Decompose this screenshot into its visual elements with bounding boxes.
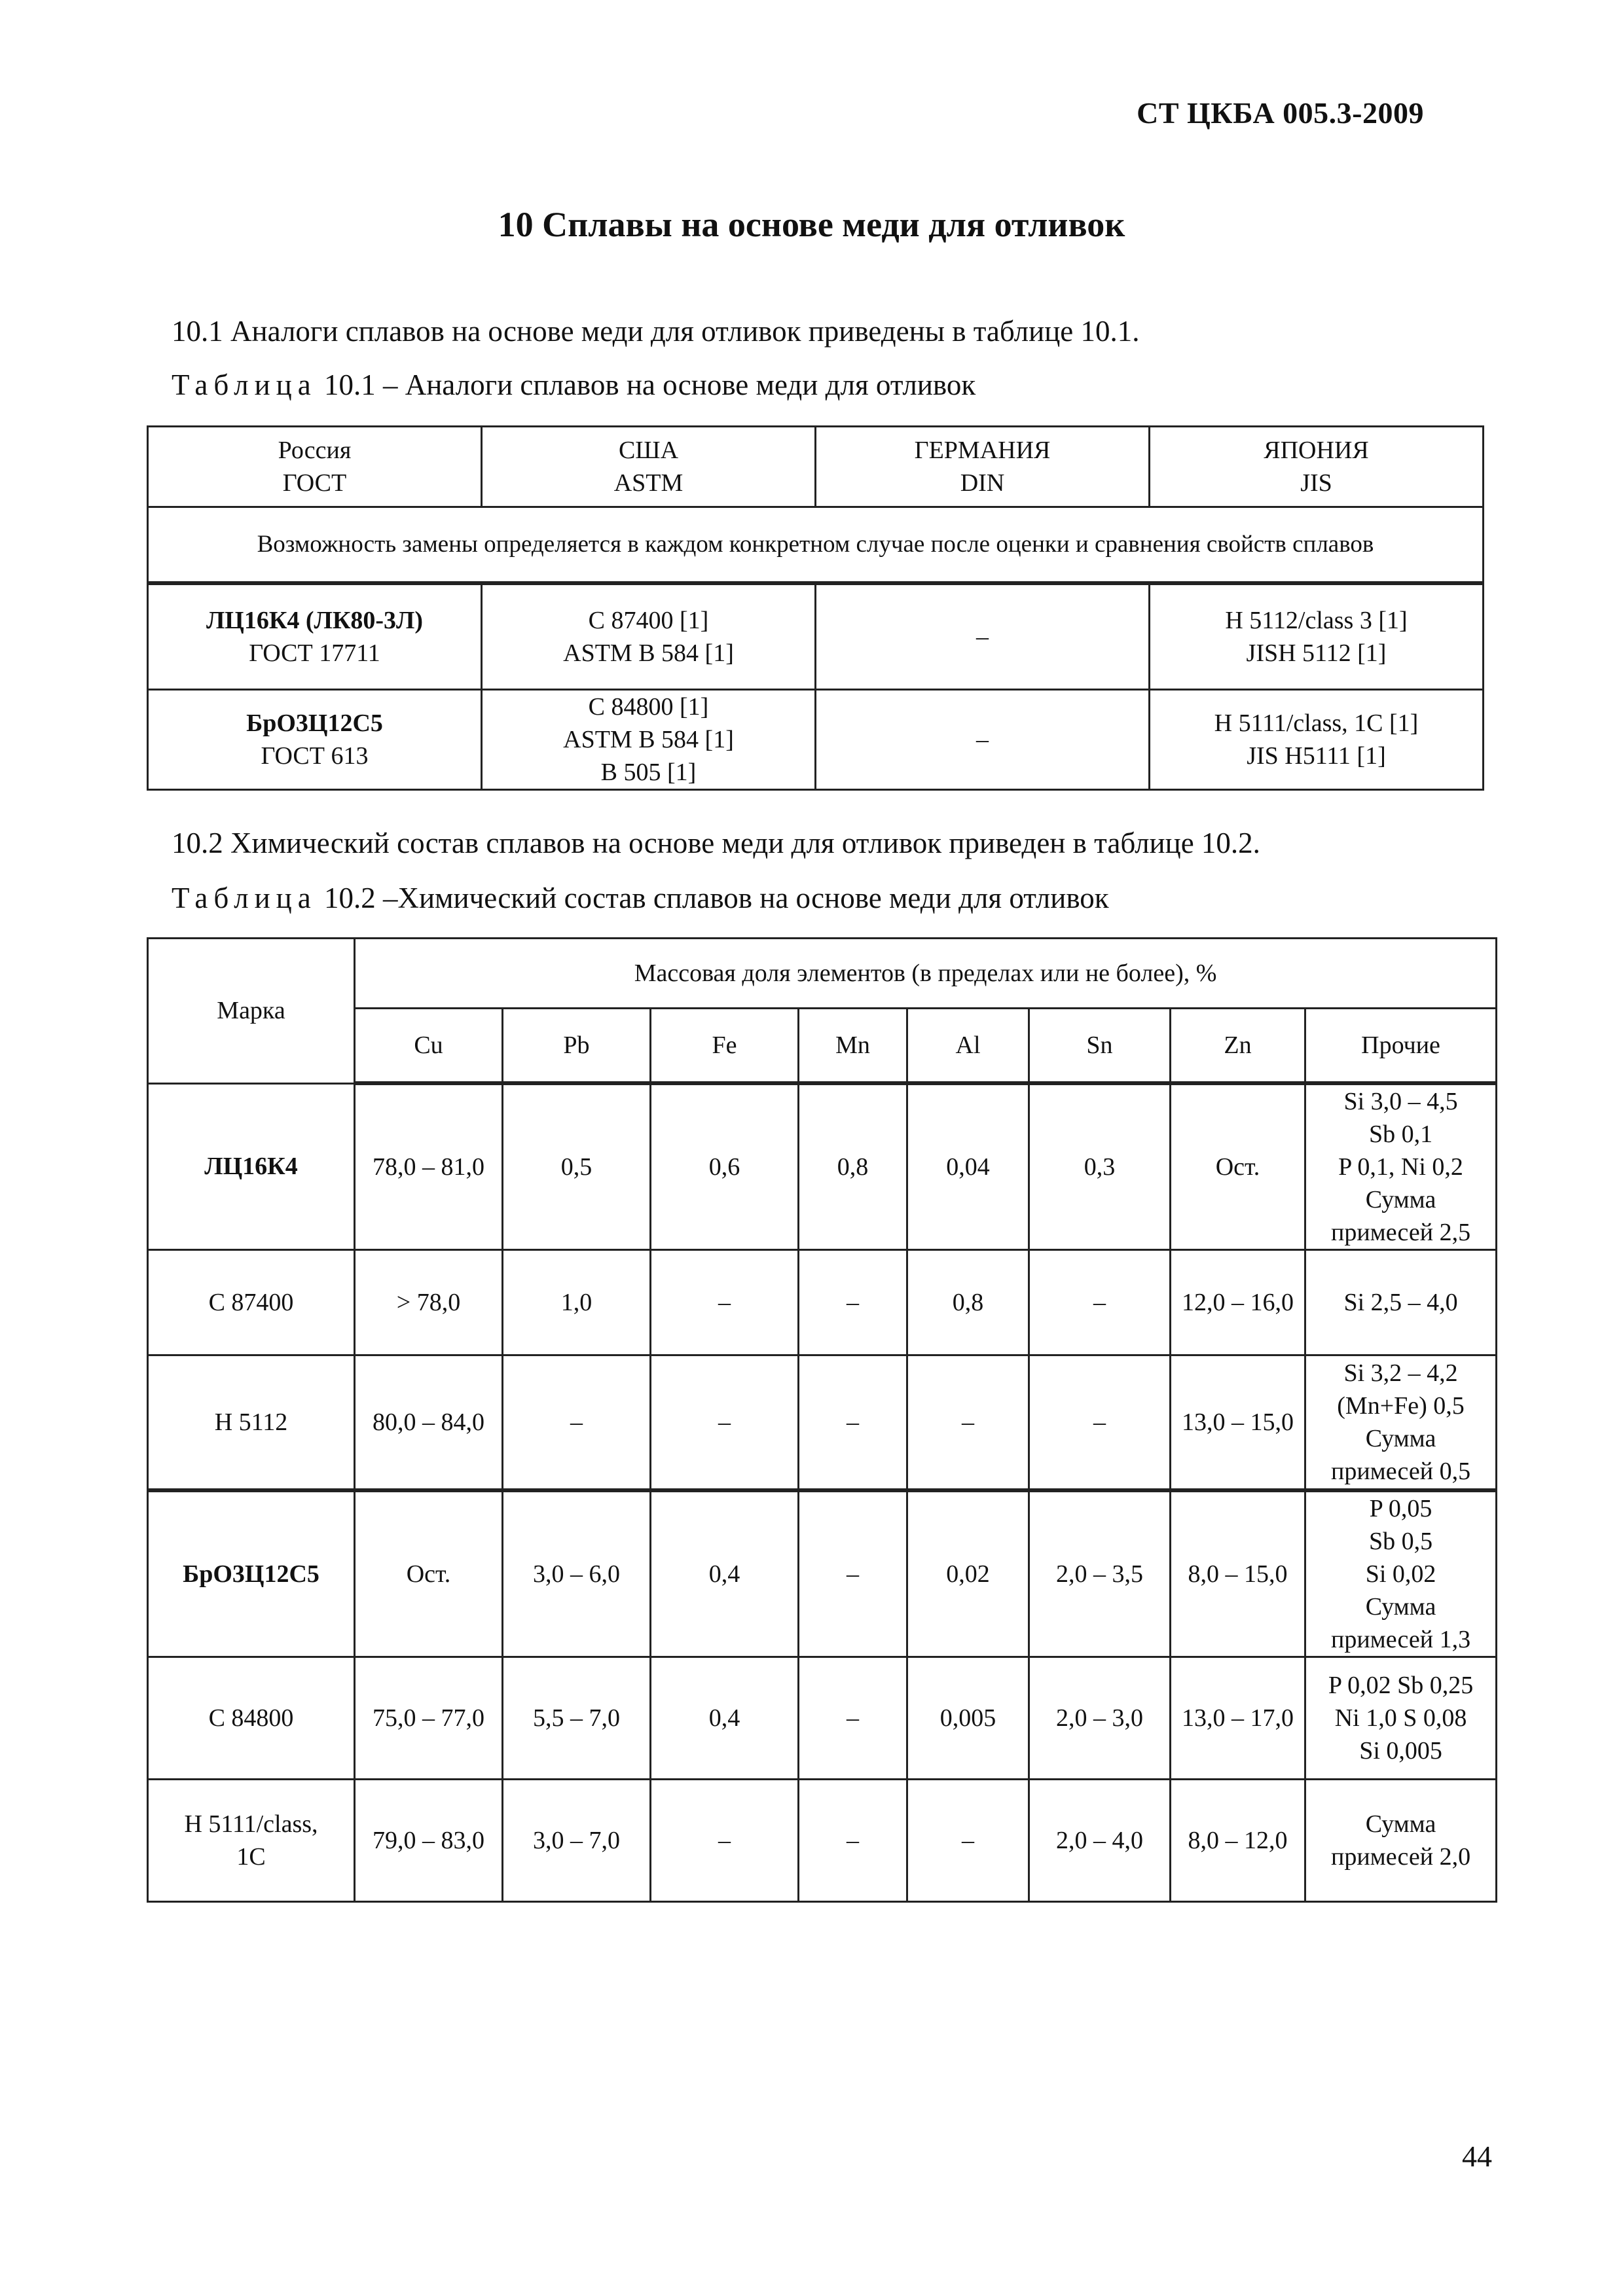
grade-name: БрО3Ц12С5 xyxy=(246,709,383,737)
cell-line: Sb 0,5 xyxy=(1368,1528,1433,1555)
mass-fraction-header: Массовая доля элементов (в пределах или не более), % xyxy=(355,939,1497,1009)
cell-zn: 8,0 – 15,0 xyxy=(1171,1490,1305,1657)
cell-other xyxy=(1305,1780,1497,1902)
cell-line: Сумма xyxy=(1365,1425,1436,1452)
table-row xyxy=(148,1657,1497,1780)
header-russia xyxy=(148,427,482,507)
cell-other xyxy=(1305,1355,1497,1491)
cell-al: – xyxy=(907,1780,1029,1902)
usa-cell xyxy=(482,690,816,790)
header-line: ГОСТ xyxy=(282,469,347,497)
cell-fe: – xyxy=(651,1355,799,1491)
header-line: ЯПОНИЯ xyxy=(1264,437,1369,464)
cell-line: Сумма xyxy=(1365,1186,1436,1213)
cell-other xyxy=(1305,1490,1497,1657)
cell-fe: – xyxy=(651,1780,799,1902)
cell-cu: 80,0 – 84,0 xyxy=(355,1355,503,1491)
cell-zn: 12,0 – 16,0 xyxy=(1171,1250,1305,1355)
column-header-sn: Sn xyxy=(1029,1009,1171,1084)
table-10-2-caption xyxy=(172,881,1109,915)
cell-zn: 13,0 – 15,0 xyxy=(1171,1355,1305,1491)
cell-line: Si 0,02 xyxy=(1365,1560,1436,1588)
table-10-1-caption xyxy=(172,368,976,402)
cell-other xyxy=(1305,1083,1497,1250)
cell-line: (Mn+Fe) 0,5 xyxy=(1337,1392,1465,1420)
cell-mn: – xyxy=(799,1490,907,1657)
column-header-cu: Cu xyxy=(355,1009,503,1084)
cell-line: Ni 1,0 S 0,08 xyxy=(1334,1704,1467,1732)
cell-al: 0,8 xyxy=(907,1250,1029,1355)
cell-pb: – xyxy=(503,1355,651,1491)
standard-name: ГОСТ 17711 xyxy=(249,639,380,667)
cell-al: 0,005 xyxy=(907,1657,1029,1780)
cell-line: Сумма xyxy=(1365,1810,1436,1838)
cell-zn: Ост. xyxy=(1171,1083,1305,1250)
cell-sn: 0,3 xyxy=(1029,1083,1171,1250)
table-row xyxy=(148,690,1484,790)
cell-line: примесей 2,0 xyxy=(1331,1843,1471,1871)
cell-sn: 2,0 – 4,0 xyxy=(1029,1780,1171,1902)
header-usa xyxy=(482,427,816,507)
caption-text: 10.1 – Аналоги сплавов на основе меди для отливок xyxy=(323,368,976,401)
grade-cell xyxy=(148,1780,355,1902)
cell-line: B 505 [1] xyxy=(600,759,697,786)
russia-cell xyxy=(148,690,482,790)
grade-cell: H 5112 xyxy=(148,1355,355,1491)
usa-cell xyxy=(482,583,816,690)
cell-mn: – xyxy=(799,1250,907,1355)
table-row xyxy=(148,1083,1497,1250)
header-line: DIN xyxy=(960,469,1005,497)
cell-line: Si 2,5 – 4,0 xyxy=(1343,1289,1458,1316)
cell-line: JISH 5112 [1] xyxy=(1246,639,1387,667)
grade-header: Марка xyxy=(148,939,355,1084)
column-header-fe: Fe xyxy=(651,1009,799,1084)
cell-cu: 75,0 – 77,0 xyxy=(355,1657,503,1780)
cell-line: P 0,1, Ni 0,2 xyxy=(1338,1153,1463,1181)
grade-cell: С 84800 xyxy=(148,1657,355,1780)
table-row xyxy=(148,1250,1497,1355)
paragraph-10-2: 10.2 Химический состав сплавов на основе меди для отливок приведен в таблице 10.2. xyxy=(172,827,1260,859)
japan-cell xyxy=(1150,583,1484,690)
cell-mn: 0,8 xyxy=(799,1083,907,1250)
cell-line: H 5111/class, xyxy=(184,1810,318,1838)
composition-table xyxy=(147,937,1497,1903)
cell-line: С 84800 [1] xyxy=(588,693,709,721)
cell-line: примесей 0,5 xyxy=(1331,1458,1471,1485)
column-header-other: Прочие xyxy=(1305,1009,1497,1084)
caption-prefix: Таблица xyxy=(172,882,317,914)
cell-line: Сумма xyxy=(1365,1593,1436,1621)
cell-pb: 1,0 xyxy=(503,1250,651,1355)
cell-other xyxy=(1305,1657,1497,1780)
header-germany xyxy=(816,427,1150,507)
column-header-zn: Zn xyxy=(1171,1009,1305,1084)
cell-mn: – xyxy=(799,1355,907,1491)
russia-cell xyxy=(148,583,482,690)
header-line: ASTM xyxy=(613,469,684,497)
cell-sn: 2,0 – 3,0 xyxy=(1029,1657,1171,1780)
analogs-table xyxy=(147,425,1484,791)
cell-line: JIS H5111 [1] xyxy=(1247,742,1386,770)
cell-cu: 79,0 – 83,0 xyxy=(355,1780,503,1902)
grade-cell: ЛЦ16К4 xyxy=(148,1083,355,1250)
cell-cu: Ост. xyxy=(355,1490,503,1657)
header-line: ГЕРМАНИЯ xyxy=(914,437,1051,464)
cell-line: Si 0,005 xyxy=(1359,1737,1442,1765)
cell-line: ASTM B 584 [1] xyxy=(563,726,734,753)
header-japan xyxy=(1150,427,1484,507)
paragraph-10-1: 10.1 Аналоги сплавов на основе меди для отливок приведены в таблице 10.1. xyxy=(172,315,1140,348)
column-header-mn: Mn xyxy=(799,1009,907,1084)
cell-line: Si 3,0 – 4,5 xyxy=(1343,1088,1458,1115)
section-title: 10 Сплавы на основе меди для отливок xyxy=(498,205,1125,244)
header-line: Россия xyxy=(278,437,352,464)
cell-line: H 5111/class, 1C [1] xyxy=(1214,709,1419,737)
replacement-note: Возможность замены определяется в каждом конкретном случае после оценки и сравнения свойств сплавов xyxy=(148,507,1484,584)
analogs-note-row xyxy=(148,507,1484,584)
cell-line: P 0,02 Sb 0,25 xyxy=(1328,1672,1474,1699)
cell-line: H 5112/class 3 [1] xyxy=(1225,607,1408,634)
cell-al: 0,04 xyxy=(907,1083,1029,1250)
cell-fe: – xyxy=(651,1250,799,1355)
caption-text: 10.2 –Химический состав сплавов на основе меди для отливок xyxy=(323,882,1109,914)
cell-fe: 0,4 xyxy=(651,1490,799,1657)
cell-zn: 8,0 – 12,0 xyxy=(1171,1780,1305,1902)
cell-line: P 0,05 xyxy=(1369,1495,1432,1522)
cell-mn: – xyxy=(799,1780,907,1902)
cell-al: – xyxy=(907,1355,1029,1491)
cell-line: Sb 0,1 xyxy=(1368,1121,1433,1148)
standard-name: ГОСТ 613 xyxy=(261,742,369,770)
column-header-pb: Pb xyxy=(503,1009,651,1084)
column-header-al: Al xyxy=(907,1009,1029,1084)
header-line: США xyxy=(618,437,679,464)
analogs-header-row xyxy=(148,427,1484,507)
germany-cell: – xyxy=(816,583,1150,690)
cell-zn: 13,0 – 17,0 xyxy=(1171,1657,1305,1780)
japan-cell xyxy=(1150,690,1484,790)
cell-pb: 5,5 – 7,0 xyxy=(503,1657,651,1780)
cell-sn: – xyxy=(1029,1355,1171,1491)
grade-cell: С 87400 xyxy=(148,1250,355,1355)
cell-line: Si 3,2 – 4,2 xyxy=(1343,1359,1458,1387)
cell-cu: > 78,0 xyxy=(355,1250,503,1355)
table-row xyxy=(148,1355,1497,1491)
header-line: JIS xyxy=(1300,469,1332,497)
grade-cell: БрО3Ц12С5 xyxy=(148,1490,355,1657)
cell-fe: 0,4 xyxy=(651,1657,799,1780)
cell-al: 0,02 xyxy=(907,1490,1029,1657)
cell-line: примесей 2,5 xyxy=(1331,1219,1471,1246)
cell-line: С 87400 [1] xyxy=(588,607,709,634)
cell-pb: 0,5 xyxy=(503,1083,651,1250)
document-code: СТ ЦКБА 005.3-2009 xyxy=(1137,96,1424,130)
page-number: 44 xyxy=(1462,2140,1492,2173)
cell-line: ASTM B 584 [1] xyxy=(563,639,734,667)
cell-line: 1C xyxy=(236,1843,266,1871)
cell-sn: 2,0 – 3,5 xyxy=(1029,1490,1171,1657)
table-row xyxy=(148,1780,1497,1902)
table-row xyxy=(148,583,1484,690)
cell-pb: 3,0 – 7,0 xyxy=(503,1780,651,1902)
germany-cell: – xyxy=(816,690,1150,790)
grade-name: ЛЦ16К4 (ЛК80-3Л) xyxy=(206,607,424,634)
cell-mn: – xyxy=(799,1657,907,1780)
cell-fe: 0,6 xyxy=(651,1083,799,1250)
cell-sn: – xyxy=(1029,1250,1171,1355)
cell-line: примесей 1,3 xyxy=(1331,1626,1471,1653)
cell-cu: 78,0 – 81,0 xyxy=(355,1083,503,1250)
cell-pb: 3,0 – 6,0 xyxy=(503,1490,651,1657)
caption-prefix: Таблица xyxy=(172,368,317,401)
table-row xyxy=(148,1490,1497,1657)
composition-header-row xyxy=(148,939,1497,1009)
cell-other xyxy=(1305,1250,1497,1355)
